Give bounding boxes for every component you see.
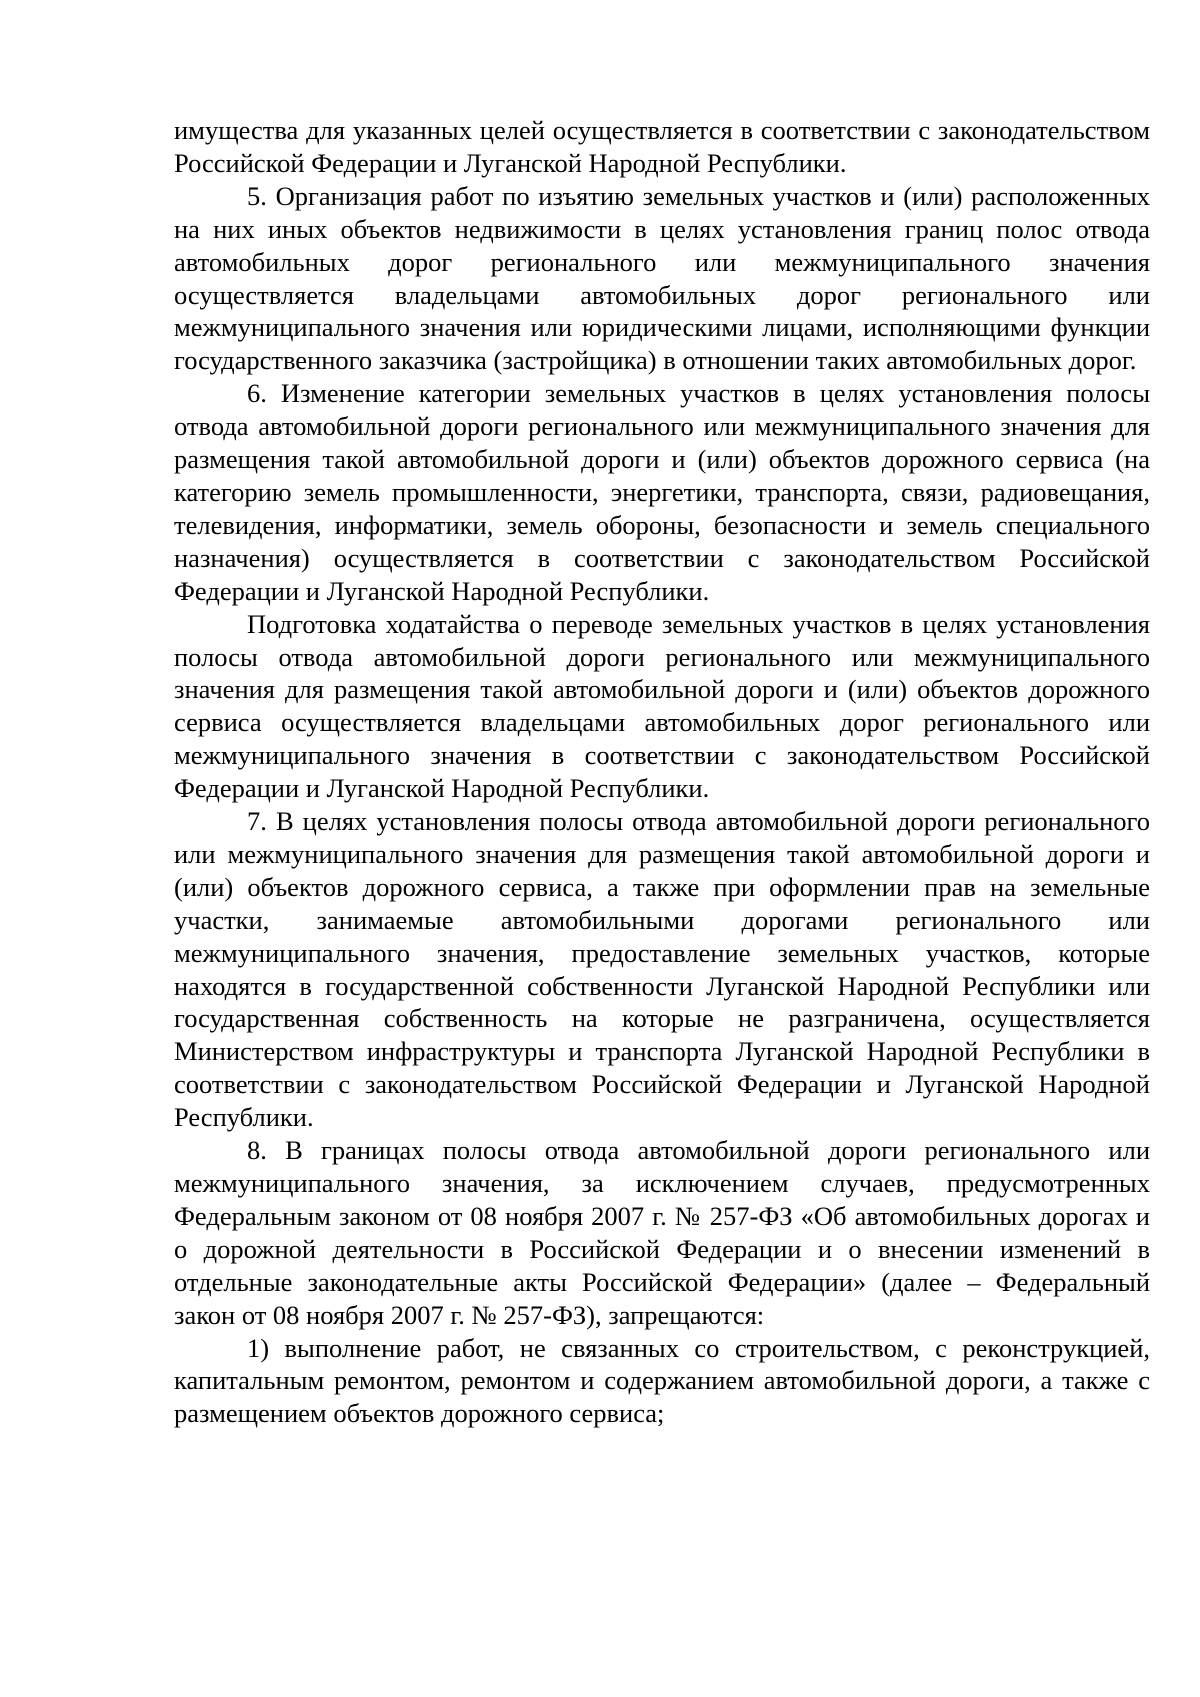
paragraph-petition: Подготовка ходатайства о переводе земельных участков в целях установления полосы отвода автомобильной дороги регионального или межмуниципального значения для размещения такой автомобильной дороги и (или) объектов дорожного сервиса осуществляется владельцами автомобильных дорог регионального или межмуниципального значения в соответствии с законодательством Российской Федерации и Луганской Народной Республики.	[174, 608, 1150, 804]
paragraph-item-6: 6. Изменение категории земельных участков в целях установления полосы отвода автомобильной дороги регионального или межмуниципального значения для размещения такой автомобильной дороги и (или) объектов дорожного сервиса (на категорию земель промышленности, энергетики, транспорта, связи, радиовещания, телевидения, информатики, земель обороны, безопасности и земель специального назначения) осуществляется в соответствии с законодательством Российской Федерации и Луганской Народной Республики.	[174, 378, 1150, 606]
paragraph-item-8: 8. В границах полосы отвода автомобильной дороги регионального или межмуниципального значения, за исключением случаев, предусмотренных Федеральным законом от 08 ноября 2007 г. № 257-ФЗ «Об автомобильных дорогах и о дорожной деятельности в Российской Федерации и о внесении изменений в отдельные законодательные акты Российской Федерации» (далее – Федеральный закон от 08 ноября 2007 г. № 257-ФЗ), запрещаются:	[174, 1135, 1150, 1330]
paragraph-item-7: 7. В целях установления полосы отвода автомобильной дороги регионального или межмуниципального значения для размещения такой автомобильной дороги и (или) объектов дорожного сервиса, а также при оформлении прав на земельные участки, занимаемые автомобильными дорогами регионального или межмуниципального значения, предоставление земельных участков, которые находятся в государственной собственности Луганской Народной Республики или государственная собственность на которые не разграничена, осуществляется Министерством инфраструктуры и транспорта Луганской Народной Республики в соответствии с законодательством Российской Федерации и Луганской Народной Республики.	[174, 806, 1150, 1133]
paragraph-subitem-1: 1) выполнение работ, не связанных со строительством, с реконструкцией, капитальным ремонтом, ремонтом и содержанием автомобильной дороги, а также с размещением объектов дорожного сервиса;	[174, 1332, 1150, 1429]
paragraph-item-5: 5. Организация работ по изъятию земельных участков и (или) расположенных на них иных объектов недвижимости в целях установления границ полос отвода автомобильных дорог регионального или межмуниципального значения осуществляется владельцами автомобильных дорог регионального или межмуниципального значения или юридическими лицами, исполняющими функции государственного заказчика (застройщика) в отношении таких автомобильных дорог.	[174, 180, 1150, 376]
paragraph-continuation: имущества для указанных целей осуществляется в соответствии с законодательством Российской Федерации и Луганской Народной Республики.	[174, 115, 1150, 178]
document-page	[174, 114, 1150, 1430]
